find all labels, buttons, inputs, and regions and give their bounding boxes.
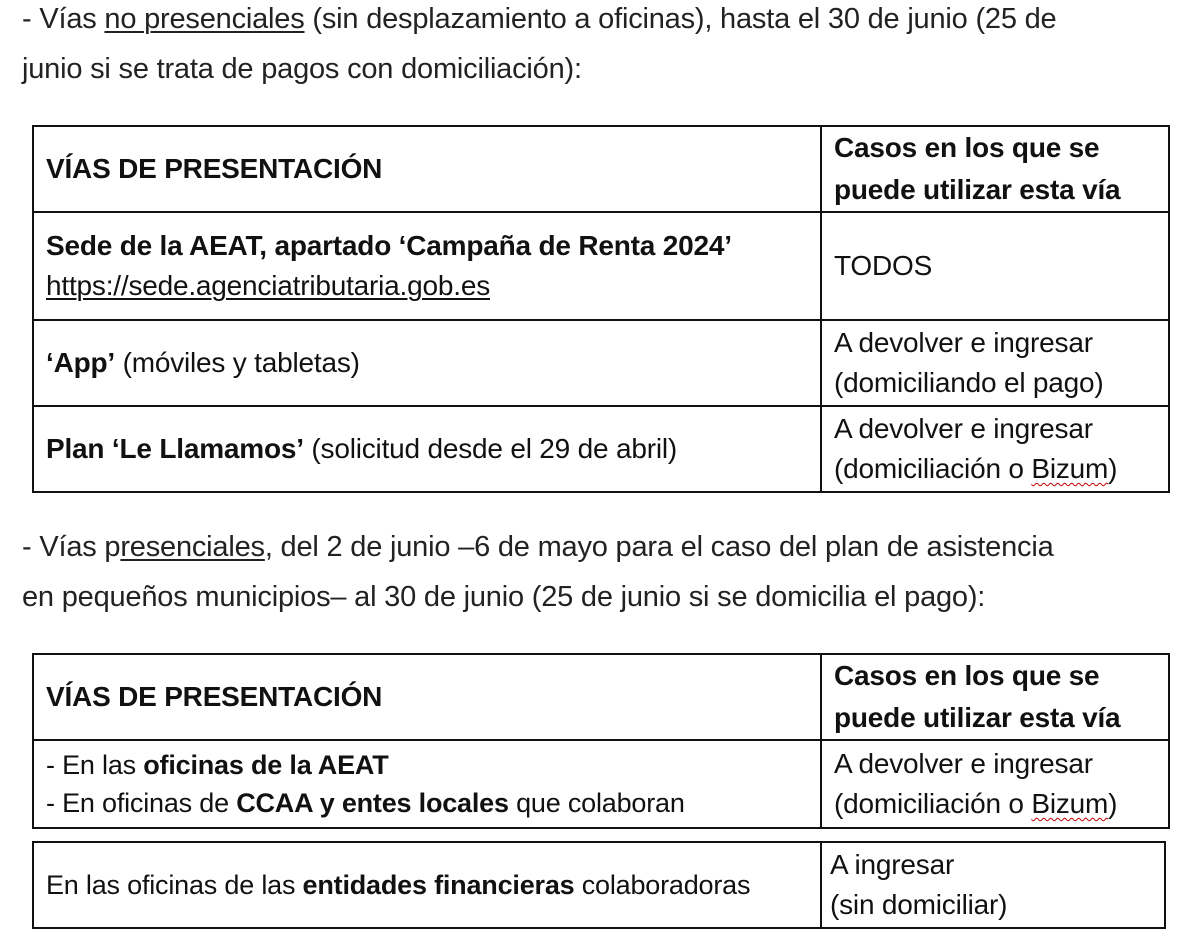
intro1-line2: junio si se trata de pagos con domiciliación): — [22, 53, 582, 85]
casos-oficinas: A devolver e ingresar (domiciliación o Bizum) — [821, 740, 1169, 828]
row-oficinas: - En las oficinas de la AEAT - En oficinas de CCAA y entes locales que colaboran — [33, 740, 821, 828]
header-casos: Casos en los que se puede utilizar esta vía — [821, 654, 1169, 740]
intro1-rest: (sin desplazamiento a oficinas), hasta el 30 de junio (25 de — [304, 3, 1057, 35]
header-vias: VÍAS DE PRESENTACIÓN — [33, 126, 821, 212]
table-row — [33, 406, 1169, 492]
table-row — [33, 320, 1169, 406]
casos-entidades: A ingresar (sin domiciliar) — [821, 842, 1165, 928]
header-vias: VÍAS DE PRESENTACIÓN — [33, 654, 821, 740]
row-app: ‘App’ (móviles y tabletas) — [33, 320, 821, 406]
intro2-rest: , del 2 de junio –6 de mayo para el caso del plan de asistencia — [264, 531, 1054, 563]
header-casos: Casos en los que se puede utilizar esta vía — [821, 126, 1169, 212]
intro1-prefix: - Vías — [22, 3, 105, 35]
table-row — [33, 740, 1169, 828]
table-header-row — [33, 654, 1169, 740]
casos-le-llamamos: A devolver e ingresar (domiciliación o Bizum) — [821, 406, 1169, 492]
intro-presenciales — [22, 522, 1172, 622]
table-no-presenciales — [32, 125, 1170, 493]
row-sede-aeat — [33, 212, 821, 320]
casos-app: A devolver e ingresar (domiciliando el pago) — [821, 320, 1169, 406]
intro2-line2: en pequeños municipios– al 30 de junio (25 de junio si se domicilia el pago): — [22, 581, 986, 613]
table-presenciales — [32, 653, 1170, 829]
intro2-underlined: resenciales — [120, 531, 265, 563]
casos-todos: TODOS — [821, 212, 1169, 320]
table-row — [33, 212, 1169, 320]
sede-label: Sede de la AEAT, apartado ‘Campaña de Renta 2024’ — [46, 230, 732, 261]
row-entidades: En las oficinas de las entidades financieras colaboradoras — [33, 842, 821, 928]
row-le-llamamos: Plan ‘Le Llamamos’ (solicitud desde el 29 de abril) — [33, 406, 821, 492]
table-header-row — [33, 126, 1169, 212]
intro1-underlined: no presenciales — [104, 3, 305, 35]
table-entidades-financieras — [32, 841, 1166, 929]
intro-no-presenciales — [22, 0, 1172, 94]
table-row — [33, 842, 1165, 928]
intro2-prefix: - Vías p — [22, 531, 121, 563]
sede-link[interactable]: https://sede.agenciatributaria.gob.es — [46, 270, 491, 301]
